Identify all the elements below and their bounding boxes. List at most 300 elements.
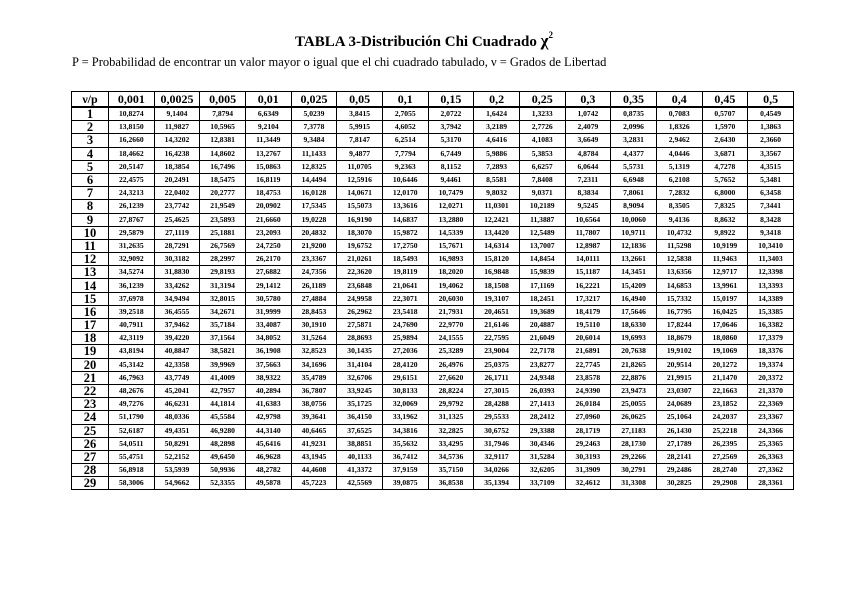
table-cell: 20,1272 (702, 358, 748, 371)
table-cell: 20,6014 (565, 332, 611, 345)
table-cell: 12,0170 (382, 187, 428, 200)
table-cell: 24,7356 (291, 266, 337, 279)
table-cell: 52,2152 (154, 450, 200, 463)
degrees-of-freedom-cell: 21 (72, 371, 109, 384)
table-cell: 13,2661 (611, 253, 657, 266)
table-cell: 24,1555 (428, 332, 474, 345)
degrees-of-freedom-cell: 1 (72, 107, 109, 121)
table-cell: 22,8876 (611, 371, 657, 384)
table-cell: 5,9915 (337, 121, 383, 134)
table-cell: 21,9915 (656, 371, 702, 384)
table-cell: 0,5707 (702, 107, 748, 121)
table-cell: 25,4625 (154, 213, 200, 226)
table-cell: 7,8794 (200, 107, 246, 121)
degrees-of-freedom-cell: 5 (72, 160, 109, 173)
table-row (72, 160, 794, 173)
table-cell: 6,7449 (428, 147, 474, 160)
table-cell: 32,9117 (474, 450, 520, 463)
table-row (72, 319, 794, 332)
table-cell: 23,8277 (519, 358, 565, 371)
table-row (72, 200, 794, 213)
table-cell: 4,6052 (382, 121, 428, 134)
table-cell: 27,3015 (474, 384, 520, 397)
table-cell: 17,8244 (656, 319, 702, 332)
table-cell: 8,5581 (474, 173, 520, 186)
table-cell: 31,8830 (154, 266, 200, 279)
table-cell: 26,1430 (656, 424, 702, 437)
table-cell: 39,0875 (382, 477, 428, 490)
table-cell: 22,3369 (748, 398, 794, 411)
table-cell: 14,4494 (291, 173, 337, 186)
column-header: 0,4 (656, 92, 702, 108)
table-row (72, 398, 794, 411)
table-cell: 6,6349 (245, 107, 291, 121)
table-cell: 5,7652 (702, 173, 748, 186)
table-cell: 23,9473 (611, 384, 657, 397)
table-cell: 21,7931 (428, 305, 474, 318)
table-cell: 14,6837 (382, 213, 428, 226)
table-cell: 7,3778 (291, 121, 337, 134)
table-cell: 16,9190 (337, 213, 383, 226)
table-cell: 30,1910 (291, 319, 337, 332)
header-row (72, 92, 794, 108)
table-cell: 2,7055 (382, 107, 428, 121)
table-cell: 22,4575 (109, 173, 155, 186)
table-cell: 32,6205 (519, 464, 565, 477)
table-cell: 3,2831 (611, 134, 657, 147)
table-cell: 15,0197 (702, 292, 748, 305)
table-cell: 21,9200 (291, 239, 337, 252)
column-header: 0,01 (245, 92, 291, 108)
table-cell: 12,8325 (291, 160, 337, 173)
table-cell: 2,7726 (519, 121, 565, 134)
table-cell: 23,6848 (337, 279, 383, 292)
table-cell: 30,4346 (519, 437, 565, 450)
table-cell: 20,5147 (109, 160, 155, 173)
table-cell: 38,9322 (245, 371, 291, 384)
table-cell: 31,9999 (245, 305, 291, 318)
subtitle: P = Probabilidad de encontrar un valor mayor o igual que el chi cuadrado tabulado, ν = Grados de Libertad (72, 55, 607, 69)
table-cell: 20,4887 (519, 319, 565, 332)
table-cell: 8,3428 (748, 213, 794, 226)
table-cell: 11,9463 (702, 253, 748, 266)
table-cell: 31,7946 (474, 437, 520, 450)
table-cell: 27,0960 (565, 411, 611, 424)
table-cell: 44,3140 (245, 424, 291, 437)
table-cell: 28,8224 (428, 384, 474, 397)
table-cell: 39,4220 (154, 332, 200, 345)
table-cell: 18,8679 (656, 332, 702, 345)
table-cell: 26,7569 (200, 239, 246, 252)
table-cell: 18,6330 (611, 319, 657, 332)
table-cell: 7,7794 (382, 147, 428, 160)
table-cell: 16,4238 (154, 147, 200, 160)
table-cell: 8,1152 (428, 160, 474, 173)
table-cell: 30,5780 (245, 292, 291, 305)
table-cell: 9,3418 (748, 226, 794, 239)
table-cell: 20,7638 (611, 345, 657, 358)
table-cell: 15,7332 (656, 292, 702, 305)
table-cell: 26,4976 (428, 358, 474, 371)
table-cell: 11,3403 (748, 253, 794, 266)
table-cell: 1,0742 (565, 107, 611, 121)
degrees-of-freedom-cell: 9 (72, 213, 109, 226)
table-cell: 16,2660 (109, 134, 155, 147)
table-cell: 43,7749 (154, 371, 200, 384)
table-cell: 6,3458 (748, 187, 794, 200)
table-cell: 21,3370 (748, 384, 794, 397)
table-cell: 22,3620 (337, 266, 383, 279)
page-title (0, 28, 848, 51)
table-row (72, 253, 794, 266)
table-cell: 11,0705 (337, 160, 383, 173)
table-cell: 17,3217 (565, 292, 611, 305)
table-cell: 18,2020 (428, 266, 474, 279)
table-cell: 3,2189 (474, 121, 520, 134)
table-cell: 55,4751 (109, 450, 155, 463)
table-cell: 18,3070 (337, 226, 383, 239)
table-cell: 29,9792 (428, 398, 474, 411)
table-cell: 29,8193 (200, 266, 246, 279)
table-row (72, 279, 794, 292)
table-cell: 11,5298 (656, 239, 702, 252)
table-cell: 15,9839 (519, 266, 565, 279)
table-cell: 9,4877 (337, 147, 383, 160)
table-cell: 27,5871 (337, 319, 383, 332)
table-row (72, 464, 794, 477)
table-cell: 21,6891 (565, 345, 611, 358)
table-cell: 19,6993 (611, 332, 657, 345)
degrees-of-freedom-cell: 11 (72, 239, 109, 252)
table-cell: 22,7178 (519, 345, 565, 358)
table-cell: 49,5878 (245, 477, 291, 490)
column-header: 0,025 (291, 92, 337, 108)
table-cell: 6,6257 (519, 160, 565, 173)
table-cell: 15,7671 (428, 239, 474, 252)
table-cell: 58,3006 (109, 477, 155, 490)
table-cell: 28,1730 (611, 437, 657, 450)
table-cell: 34,0266 (474, 464, 520, 477)
table-cell: 30,2825 (656, 477, 702, 490)
degrees-of-freedom-cell: 27 (72, 450, 109, 463)
table-cell: 43,1945 (291, 450, 337, 463)
table-cell: 16,2221 (565, 279, 611, 292)
table-cell: 22,3071 (382, 292, 428, 305)
table-header (72, 92, 794, 108)
table-cell: 48,2782 (245, 464, 291, 477)
table-cell: 30,3182 (154, 253, 200, 266)
table-cell: 42,7957 (200, 384, 246, 397)
table-cell: 48,2898 (200, 437, 246, 450)
table-cell: 3,3567 (748, 147, 794, 160)
table-cell: 15,4209 (611, 279, 657, 292)
table-cell: 20,2491 (154, 173, 200, 186)
table-cell: 28,4288 (474, 398, 520, 411)
table-cell: 14,3389 (748, 292, 794, 305)
table-cell: 39,3641 (291, 411, 337, 424)
table-row (72, 332, 794, 345)
table-cell: 25,3365 (748, 437, 794, 450)
degrees-of-freedom-cell: 20 (72, 358, 109, 371)
table-cell: 50,8291 (154, 437, 200, 450)
table-cell: 39,9969 (200, 358, 246, 371)
table-cell: 12,5489 (519, 226, 565, 239)
table-cell: 45,5584 (200, 411, 246, 424)
table-cell: 15,8120 (474, 253, 520, 266)
table-cell: 0,4549 (748, 107, 794, 121)
degrees-of-freedom-cell: 28 (72, 464, 109, 477)
table-cell: 28,4120 (382, 358, 428, 371)
table-cell: 18,4179 (565, 305, 611, 318)
table-cell: 38,8851 (337, 437, 383, 450)
table-cell: 8,3834 (565, 187, 611, 200)
table-cell: 17,1169 (519, 279, 565, 292)
table-cell: 50,9936 (200, 464, 246, 477)
table-row (72, 266, 794, 279)
degrees-of-freedom-cell: 4 (72, 147, 109, 160)
table-cell: 31,2635 (109, 239, 155, 252)
table-cell: 1,6424 (474, 107, 520, 121)
table-cell: 14,8602 (200, 147, 246, 160)
table-cell: 25,1881 (200, 226, 246, 239)
table-cell: 37,5663 (245, 358, 291, 371)
table-cell: 28,2412 (519, 411, 565, 424)
table-cell: 32,0069 (382, 398, 428, 411)
table-cell: 17,0646 (702, 319, 748, 332)
degrees-of-freedom-cell: 13 (72, 266, 109, 279)
table-cell: 25,2218 (702, 424, 748, 437)
table-cell: 13,8150 (109, 121, 155, 134)
table-cell: 34,2671 (200, 305, 246, 318)
table-cell: 2,6430 (702, 134, 748, 147)
table-cell: 33,4262 (154, 279, 200, 292)
table-cell: 4,3515 (748, 160, 794, 173)
table-cell: 18,2451 (519, 292, 565, 305)
table-cell: 33,1962 (382, 411, 428, 424)
table-cell: 16,7795 (656, 305, 702, 318)
table-cell: 16,8119 (245, 173, 291, 186)
degrees-of-freedom-cell: 15 (72, 292, 109, 305)
table-cell: 0,8735 (611, 107, 657, 121)
degrees-of-freedom-cell: 2 (72, 121, 109, 134)
table-cell: 43,8194 (109, 345, 155, 358)
table-cell: 33,4295 (428, 437, 474, 450)
table-cell: 36,7412 (382, 450, 428, 463)
table-cell: 9,5245 (565, 200, 611, 213)
table-cell: 18,0860 (702, 332, 748, 345)
table-row (72, 239, 794, 252)
column-header: 0,001 (109, 92, 155, 108)
table-row (72, 450, 794, 463)
table-cell: 4,0446 (656, 147, 702, 160)
table-cell: 2,0996 (611, 121, 657, 134)
table-cell: 17,5646 (611, 305, 657, 318)
table-cell: 16,9893 (428, 253, 474, 266)
column-header: 0,15 (428, 92, 474, 108)
table-cell: 4,6416 (474, 134, 520, 147)
table-cell: 23,0307 (656, 384, 702, 397)
title-text: TABLA 3-Distribución Chi Cuadrado (295, 34, 537, 50)
table-row (72, 411, 794, 424)
column-header: 0,3 (565, 92, 611, 108)
table-cell: 24,3366 (748, 424, 794, 437)
table-cell: 2,4079 (565, 121, 611, 134)
table-cell: 49,6450 (200, 450, 246, 463)
table-cell: 19,1069 (702, 345, 748, 358)
degrees-of-freedom-cell: 7 (72, 187, 109, 200)
table-cell: 26,2962 (337, 305, 383, 318)
table-cell: 34,9494 (154, 292, 200, 305)
table-cell: 22,1663 (702, 384, 748, 397)
table-cell: 23,3367 (291, 253, 337, 266)
table-cell: 28,2997 (200, 253, 246, 266)
table-cell: 3,6871 (702, 147, 748, 160)
table-cell: 12,8987 (565, 239, 611, 252)
table-cell: 10,3410 (748, 239, 794, 252)
table-body (72, 107, 794, 490)
table-cell: 29,2908 (702, 477, 748, 490)
table-cell: 25,3289 (428, 345, 474, 358)
table-row (72, 134, 794, 147)
table-cell: 31,3909 (565, 464, 611, 477)
table-cell: 10,9199 (702, 239, 748, 252)
table-cell: 19,4062 (428, 279, 474, 292)
table-cell: 28,1719 (565, 424, 611, 437)
table-row (72, 424, 794, 437)
table-cell: 9,3484 (291, 134, 337, 147)
table-cell: 37,9462 (154, 319, 200, 332)
table-cell: 5,3170 (428, 134, 474, 147)
table-cell: 29,3388 (519, 424, 565, 437)
table-cell: 12,2421 (474, 213, 520, 226)
table-cell: 20,0902 (245, 200, 291, 213)
table-cell: 40,1133 (337, 450, 383, 463)
table-cell: 12,3398 (748, 266, 794, 279)
table-cell: 5,5731 (611, 160, 657, 173)
table-cell: 18,1508 (474, 279, 520, 292)
table-cell: 23,5418 (382, 305, 428, 318)
table-cell: 46,9280 (200, 424, 246, 437)
table-cell: 26,0393 (519, 384, 565, 397)
table-cell: 49,7276 (109, 398, 155, 411)
table-cell: 32,8015 (200, 292, 246, 305)
table-cell: 10,0060 (611, 213, 657, 226)
table-cell: 17,2750 (382, 239, 428, 252)
table-cell: 36,8538 (428, 477, 474, 490)
table-cell: 13,3616 (382, 200, 428, 213)
degrees-of-freedom-cell: 17 (72, 319, 109, 332)
table-cell: 37,6978 (109, 292, 155, 305)
table-cell: 36,4555 (154, 305, 200, 318)
table-cell: 31,3308 (611, 477, 657, 490)
table-cell: 22,7595 (474, 332, 520, 345)
table-cell: 9,8922 (702, 226, 748, 239)
table-cell: 21,6049 (519, 332, 565, 345)
table-cell: 13,7007 (519, 239, 565, 252)
table-cell: 19,6752 (337, 239, 383, 252)
table-cell: 31,5264 (291, 332, 337, 345)
table-cell: 20,3372 (748, 371, 794, 384)
table-cell: 28,2141 (656, 450, 702, 463)
table-cell: 30,6752 (474, 424, 520, 437)
table-row (72, 477, 794, 490)
table-cell: 25,0055 (611, 398, 657, 411)
table-cell: 6,2108 (656, 173, 702, 186)
table-cell: 19,3374 (748, 358, 794, 371)
table-cell: 42,5569 (337, 477, 383, 490)
table-cell: 26,3363 (748, 450, 794, 463)
table-cell: 41,6383 (245, 398, 291, 411)
table-cell: 4,4377 (611, 147, 657, 160)
table-cell: 42,9798 (245, 411, 291, 424)
table-cell: 17,3379 (748, 332, 794, 345)
table-cell: 14,8454 (519, 253, 565, 266)
table-cell: 45,2041 (154, 384, 200, 397)
table-cell: 29,1412 (245, 279, 291, 292)
table-cell: 23,8578 (565, 371, 611, 384)
table-cell: 15,0863 (245, 160, 291, 173)
table-cell: 3,6649 (565, 134, 611, 147)
table-cell: 26,0625 (611, 411, 657, 424)
table-cell: 7,8408 (519, 173, 565, 186)
column-header: 0,35 (611, 92, 657, 108)
table-cell: 19,9102 (656, 345, 702, 358)
table-cell: 12,5916 (337, 173, 383, 186)
table-cell: 23,9004 (474, 345, 520, 358)
table-cell: 46,6231 (154, 398, 200, 411)
table-cell: 45,3142 (109, 358, 155, 371)
table-cell: 52,3355 (200, 477, 246, 490)
column-header: 0,25 (519, 92, 565, 108)
table-row (72, 345, 794, 358)
table-cell: 10,6446 (382, 173, 428, 186)
table-cell: 10,6564 (565, 213, 611, 226)
table-cell: 42,3119 (109, 332, 155, 345)
table-cell: 41,4009 (200, 371, 246, 384)
table-row (72, 107, 794, 121)
table-cell: 35,7150 (428, 464, 474, 477)
column-header: 0,5 (748, 92, 794, 108)
table-cell: 16,0425 (702, 305, 748, 318)
table-cell: 26,2170 (245, 253, 291, 266)
table-cell: 26,2395 (702, 437, 748, 450)
table-cell: 21,6660 (245, 213, 291, 226)
table-cell: 29,5533 (474, 411, 520, 424)
table-cell: 6,6948 (611, 173, 657, 186)
table-cell: 11,9827 (154, 121, 200, 134)
table-cell: 14,5339 (428, 226, 474, 239)
table-cell: 18,4753 (245, 187, 291, 200)
table-cell: 45,7223 (291, 477, 337, 490)
table-cell: 13,2767 (245, 147, 291, 160)
column-header: 0,0025 (154, 92, 200, 108)
degrees-of-freedom-cell: 8 (72, 200, 109, 213)
table-cell: 29,2266 (611, 450, 657, 463)
table-cell: 30,8133 (382, 384, 428, 397)
table-cell: 7,2311 (565, 173, 611, 186)
table-cell: 20,2777 (200, 187, 246, 200)
table-cell: 29,2463 (565, 437, 611, 450)
table-row (72, 305, 794, 318)
table-cell: 20,4832 (291, 226, 337, 239)
table-cell: 1,8326 (656, 121, 702, 134)
table-cell: 19,8119 (382, 266, 428, 279)
table-cell: 21,9549 (200, 200, 246, 213)
table-cell: 22,0402 (154, 187, 200, 200)
table-cell: 18,4662 (109, 147, 155, 160)
table-cell: 32,6706 (337, 371, 383, 384)
table-cell: 14,3202 (154, 134, 200, 147)
